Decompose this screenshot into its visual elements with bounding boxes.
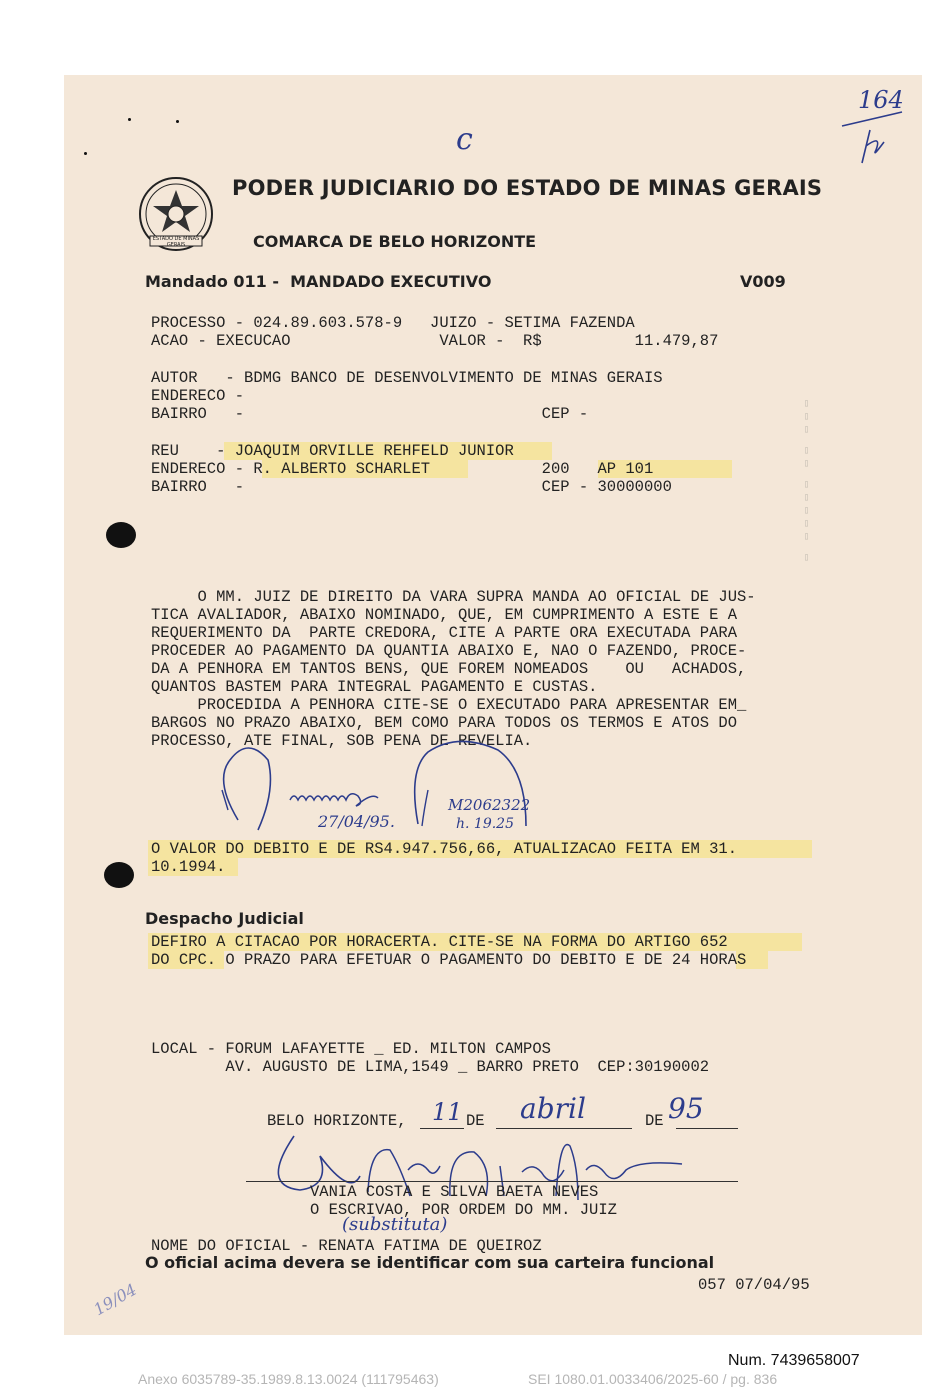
body-line: PROCEDER AO PAGAMENTO DA QUANTIA ABAIXO E, NAO O FAZENDO, PROCE-: [151, 642, 747, 660]
reu-line-3: BAIRRO - CEP - 30000000: [151, 478, 672, 496]
body-line: O MM. JUIZ DE DIREITO DA VARA SUPRA MANDA AO OFICIAL DE JUS-: [151, 588, 756, 606]
autor-line-1: AUTOR - BDMG BANCO DE DESENVOLVIMENTO DE MINAS GERAIS: [151, 369, 663, 387]
local-line-1: LOCAL - FORUM LAFAYETTE _ ED. MILTON CAMPOS: [151, 1040, 551, 1058]
handwritten-c-mark: c: [456, 122, 473, 157]
handwritten-day: 11: [432, 1098, 463, 1126]
handwritten-substituta: (substituta): [342, 1214, 448, 1235]
reu-line-2: ENDERECO - R. ALBERTO SCHARLET 200 AP 101: [151, 460, 654, 478]
form-date-code: 057 07/04/95: [698, 1276, 810, 1294]
oficial-notice: O oficial acima devera se identificar com sua carteira funcional: [145, 1253, 715, 1272]
body-line: BARGOS NO PRAZO ABAIXO, BEM COMO PARA TODOS OS TERMOS E ATOS DO: [151, 714, 737, 732]
despacho-line-1: DEFIRO A CITACAO POR HORACERTA. CITE-SE NA FORMA DO ARTIGO 652: [151, 933, 728, 951]
local-line-2: AV. AUGUSTO DE LIMA,1549 _ BARRO PRETO CEP:30190002: [151, 1058, 710, 1076]
comarca-title: COMARCA DE BELO HORIZONTE: [253, 232, 537, 251]
date-de-1: DE: [466, 1112, 485, 1130]
escrivao-role: O ESCRIVAO, POR ORDEM DO MM. JUIZ: [310, 1201, 617, 1219]
date-de-2: DE: [645, 1112, 664, 1130]
debito-line-2: 10.1994.: [151, 858, 226, 876]
form-code: V009: [740, 272, 786, 291]
document-number: Num. 7439658007: [728, 1352, 860, 1369]
seal-caption: ESTADO DE MINAS GERAIS: [152, 236, 200, 248]
despacho-line-2: DO CPC. O PRAZO PARA EFETUAR O PAGAMENTO DO DEBITO E DE 24 HORAS: [151, 951, 747, 969]
speck: [84, 152, 87, 155]
body-line: TICA AVALIADOR, ABAIXO NOMINADO, QUE, EM CUMPRIMENTO A ESTE E A: [151, 606, 737, 624]
date-city: BELO HORIZONTE,: [267, 1112, 407, 1130]
autor-line-2: ENDERECO -: [151, 387, 245, 405]
body-line: DA A PENHORA EM TANTOS BENS, QUE FOREM NOMEADOS OU ACHADOS,: [151, 660, 747, 678]
page-number-underline: [838, 108, 908, 168]
speck: [176, 120, 179, 123]
despacho-title: Despacho Judicial: [145, 909, 304, 928]
punch-hole: [106, 522, 136, 548]
footer-sei: SEI 1080.01.0033406/2025-60 / pg. 836: [528, 1371, 778, 1387]
debito-line-1: O VALOR DO DEBITO E DE RS4.947.756,66, ATUALIZACAO FEITA EM 31.: [151, 840, 737, 858]
handwritten-month: abril: [520, 1092, 586, 1125]
processo-line-1: PROCESSO - 024.89.603.578-9 JUIZO - SETIMA FAZENDA: [151, 314, 635, 332]
mandado-title: Mandado 011 - MANDADO EXECUTIVO: [145, 272, 492, 291]
handwritten-margin-note: 19/04: [90, 1279, 140, 1320]
page-number-stamp: 164: [858, 86, 904, 114]
body-line: REQUERIMENTO DA PARTE CREDORA, CITE A PARTE ORA EXECUTADA PARA: [151, 624, 737, 642]
autor-line-3: BAIRRO - CEP -: [151, 405, 589, 423]
oficial-name: NOME DO OFICIAL - RENATA FATIMA DE QUEIROZ: [151, 1237, 542, 1255]
footer-anexo: Anexo 6035789-35.1989.8.13.0024 (111795463): [138, 1371, 439, 1387]
punch-hole: [104, 862, 134, 888]
speck: [128, 118, 131, 121]
handwritten-time: h. 19.25: [456, 816, 514, 832]
body-line: QUANTOS BASTEM PARA INTEGRAL PAGAMENTO E CUSTAS.: [151, 678, 598, 696]
handwritten-date: 27/04/95.: [318, 812, 395, 831]
handwritten-ref: M2062322: [448, 796, 531, 814]
handwritten-year: 95: [668, 1092, 704, 1125]
signature-line: [246, 1181, 738, 1182]
court-title: PODER JUDICIARIO DO ESTADO DE MINAS GERAIS: [232, 176, 823, 200]
escrivao-name: VANIA COSTA E SILVA BAETA NEVES: [310, 1183, 599, 1201]
body-line: PROCEDIDA A PENHORA CITE-SE O EXECUTADO PARA APRESENTAR EM_: [151, 696, 747, 714]
processo-line-2: ACAO - EXECUCAO VALOR - R$ 11.479,87: [151, 332, 719, 350]
body-line: PROCESSO, ATE FINAL, SOB PENA DE REVELIA.: [151, 732, 533, 750]
body-paragraph: [151, 588, 756, 750]
reu-line-1: REU - JOAQUIM ORVILLE REHFELD JUNIOR: [151, 442, 514, 460]
faint-margin-stamp: ▯▯▯ ▯▯ ▯▯▯▯▯ ▯: [800, 398, 811, 566]
